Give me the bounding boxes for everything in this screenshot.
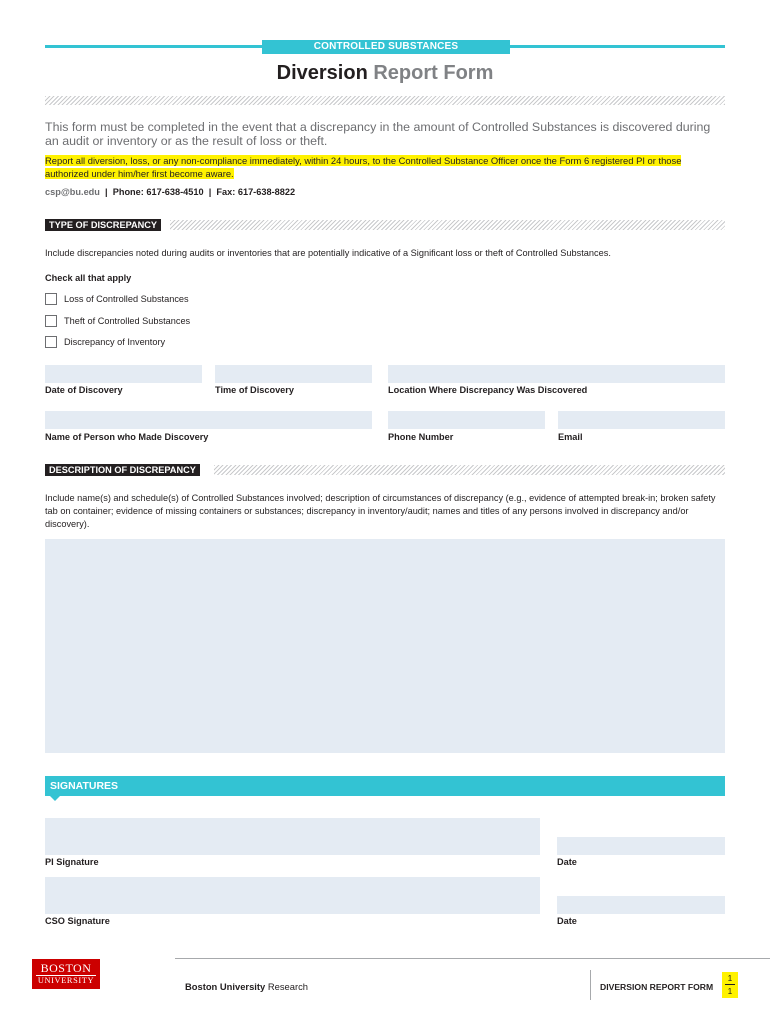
section-label-description: DESCRIPTION OF DISCREPANCY — [45, 464, 200, 476]
location-input[interactable] — [388, 365, 725, 383]
description-instructions: Include name(s) and schedule(s) of Controlled Substances involved; description of circumstances of discrepancy (e.g., evidence of attempted break-in; broken safety tab on container; evidence of missing containers or substances; discrepancy in inventory/audit; names and titles of any persons involved in discrepancy and/or discovery). — [45, 493, 716, 529]
location-label: Location Where Discrepancy Was Discovered — [388, 385, 588, 395]
bu-logo — [32, 959, 100, 989]
pi-signature-input[interactable] — [45, 818, 540, 855]
section-label-signatures: SIGNATURES — [50, 780, 119, 792]
pi-signature-label: PI Signature — [45, 857, 99, 867]
section-label-type: TYPE OF DISCREPANCY — [45, 219, 161, 231]
contact-phone: Phone: 617-638-4510 — [112, 187, 204, 197]
type-description: Include discrepancies noted during audits or inventories that are potentially indicative of a Significant loss or theft of Controlled Substances. — [45, 248, 611, 258]
phone-number-input[interactable] — [388, 411, 545, 429]
person-name-input[interactable] — [45, 411, 372, 429]
cso-date-input[interactable] — [557, 896, 725, 914]
section-hatch-description — [214, 465, 725, 475]
date-of-discovery-input[interactable] — [45, 365, 202, 383]
title-hatch-divider — [45, 96, 725, 105]
date-of-discovery-label: Date of Discovery — [45, 385, 123, 395]
highlight-notice — [45, 154, 725, 180]
footer-form-name: DIVERSION REPORT FORM — [600, 982, 714, 992]
logo-line1: BOSTON — [40, 961, 92, 975]
pi-date-label: Date — [557, 857, 577, 867]
page-title — [0, 62, 770, 85]
description-textarea[interactable] — [45, 539, 725, 753]
checkbox-inventory[interactable] — [45, 336, 57, 348]
page-total: 1 — [727, 986, 733, 996]
checkbox-loss-label: Loss of Controlled Substances — [64, 294, 189, 304]
footer-org-bold: Boston University — [185, 981, 266, 992]
footer-rule — [175, 958, 770, 959]
time-of-discovery-input[interactable] — [215, 365, 372, 383]
title-bold: Diversion — [276, 62, 368, 84]
page-number-box — [722, 972, 738, 998]
footer-divider — [590, 970, 591, 1000]
contact-line — [45, 187, 295, 197]
highlight-text: Report all diversion, loss, or any non-compliance immediately, within 24 hours, to the Controlled Substance Officer once the Form 6 registered PI or those authorized under him/her first become aware. — [45, 155, 682, 179]
email-label: Email — [558, 432, 583, 442]
page-current: 1 — [727, 973, 733, 983]
pi-date-input[interactable] — [557, 837, 725, 855]
time-of-discovery-label: Time of Discovery — [215, 385, 294, 395]
checkbox-loss[interactable] — [45, 293, 57, 305]
title-light: Report Form — [373, 62, 494, 84]
checkbox-theft[interactable] — [45, 315, 57, 327]
signatures-notch — [50, 796, 60, 801]
footer-org — [185, 981, 308, 992]
cso-date-label: Date — [557, 916, 577, 926]
cso-signature-input[interactable] — [45, 877, 540, 914]
logo-line2: UNIVERSITY — [37, 976, 95, 985]
contact-sep: | — [208, 187, 212, 197]
check-all-label: Check all that apply — [45, 273, 132, 283]
contact-sep: | — [105, 187, 108, 197]
signatures-bar — [45, 776, 725, 796]
person-name-label: Name of Person who Made Discovery — [45, 432, 209, 442]
section-hatch-type — [170, 220, 725, 230]
email-input[interactable] — [558, 411, 725, 429]
contact-email[interactable]: csp@bu.edu — [45, 187, 100, 197]
phone-number-label: Phone Number — [388, 432, 454, 442]
contact-fax: Fax: 617-638-8822 — [216, 187, 296, 197]
footer-org-light: Research — [267, 981, 308, 992]
checkbox-theft-label: Theft of Controlled Substances — [64, 316, 191, 326]
checkbox-inventory-label: Discrepancy of Inventory — [64, 337, 166, 347]
intro-text: This form must be completed in the event that a discrepancy in the amount of Controlled Substances is discovered during an audit or inventory or as the result of loss or theft. — [45, 120, 711, 148]
header-tab: CONTROLLED SUBSTANCES — [262, 40, 510, 54]
cso-signature-label: CSO Signature — [45, 916, 110, 926]
